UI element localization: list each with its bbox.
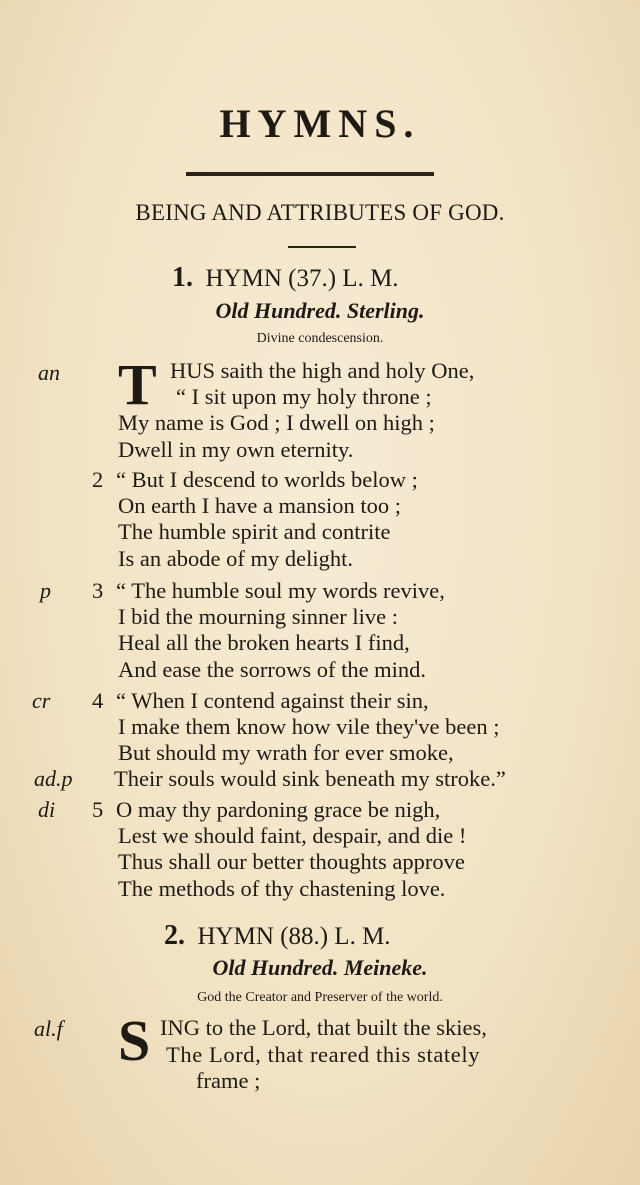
verse-number: 4	[92, 688, 104, 713]
verse-line: frame ;	[196, 1068, 261, 1093]
dynamic-mark: ad.p	[34, 766, 73, 791]
hymn-2-number: 2.	[164, 920, 185, 951]
hymn-2-title: HYMN (88.) L. M.	[197, 923, 391, 950]
hymn-2-heading	[164, 920, 391, 952]
section-rule	[288, 246, 356, 248]
verse-line: The humble spirit and contrite	[118, 519, 391, 544]
drop-cap: S	[118, 1008, 151, 1073]
verse-number: 3	[92, 578, 104, 603]
verse-line: HUS saith the high and holy One,	[170, 358, 475, 383]
title-rule	[186, 172, 434, 176]
hymn-1-tune: Old Hundred. Sterling.	[215, 298, 425, 323]
verse-line: “ The humble soul my words revive,	[116, 578, 445, 603]
hymn-1-number: 1.	[172, 262, 193, 293]
verse-line: I bid the mourning sinner live :	[118, 604, 398, 629]
verse-line: The Lord, that reared this stately	[166, 1042, 481, 1067]
verse-line: I make them know how vile they've been ;	[118, 714, 500, 739]
dynamic-mark: di	[38, 797, 56, 822]
verse-number: 5	[92, 797, 104, 822]
hymn-1-topic: Divine condescension.	[256, 331, 384, 346]
verse-line: Heal all the broken hearts I find,	[118, 630, 410, 655]
verse-line: ING to the Lord, that built the skies,	[160, 1015, 487, 1040]
page-title: HYMNS.	[219, 101, 421, 146]
hymn-1-heading	[172, 262, 399, 294]
dynamic-mark: al.f	[34, 1016, 63, 1041]
verse-line: My name is God ; I dwell on high ;	[118, 410, 435, 435]
verse-line: Lest we should faint, despair, and die !	[118, 823, 467, 848]
verse-line: Is an abode of my delight.	[118, 546, 353, 571]
verse-line: “ I sit upon my holy throne ;	[176, 384, 432, 409]
verse-line: The methods of thy chastening love.	[118, 876, 446, 901]
verse-line: On earth I have a mansion too ;	[118, 493, 402, 518]
dynamic-mark: an	[38, 360, 60, 385]
hymn-1-title: HYMN (37.) L. M.	[205, 265, 399, 292]
verse-line: Their souls would sink beneath my stroke.”	[114, 766, 506, 791]
verse-line: O may thy pardoning grace be nigh,	[116, 797, 441, 822]
drop-cap: T	[118, 352, 157, 417]
verse-line: Dwell in my own eternity.	[118, 437, 354, 462]
verse-line: Thus shall our better thoughts approve	[118, 849, 465, 874]
verse-number: 2	[92, 467, 104, 492]
verse-line: “ But I descend to worlds below ;	[116, 467, 418, 492]
dynamic-mark: p	[40, 578, 51, 603]
dynamic-mark: cr	[32, 688, 51, 713]
verse-line: But should my wrath for ever smoke,	[118, 740, 454, 765]
verse-line: And ease the sorrows of the mind.	[118, 657, 427, 682]
hymn-2-tune: Old Hundred. Meineke.	[212, 955, 428, 980]
section-heading: BEING AND ATTRIBUTES OF GOD.	[135, 200, 505, 225]
hymn-2-topic: God the Creator and Preserver of the world.	[197, 990, 443, 1005]
verse-line: “ When I contend against their sin,	[116, 688, 429, 713]
